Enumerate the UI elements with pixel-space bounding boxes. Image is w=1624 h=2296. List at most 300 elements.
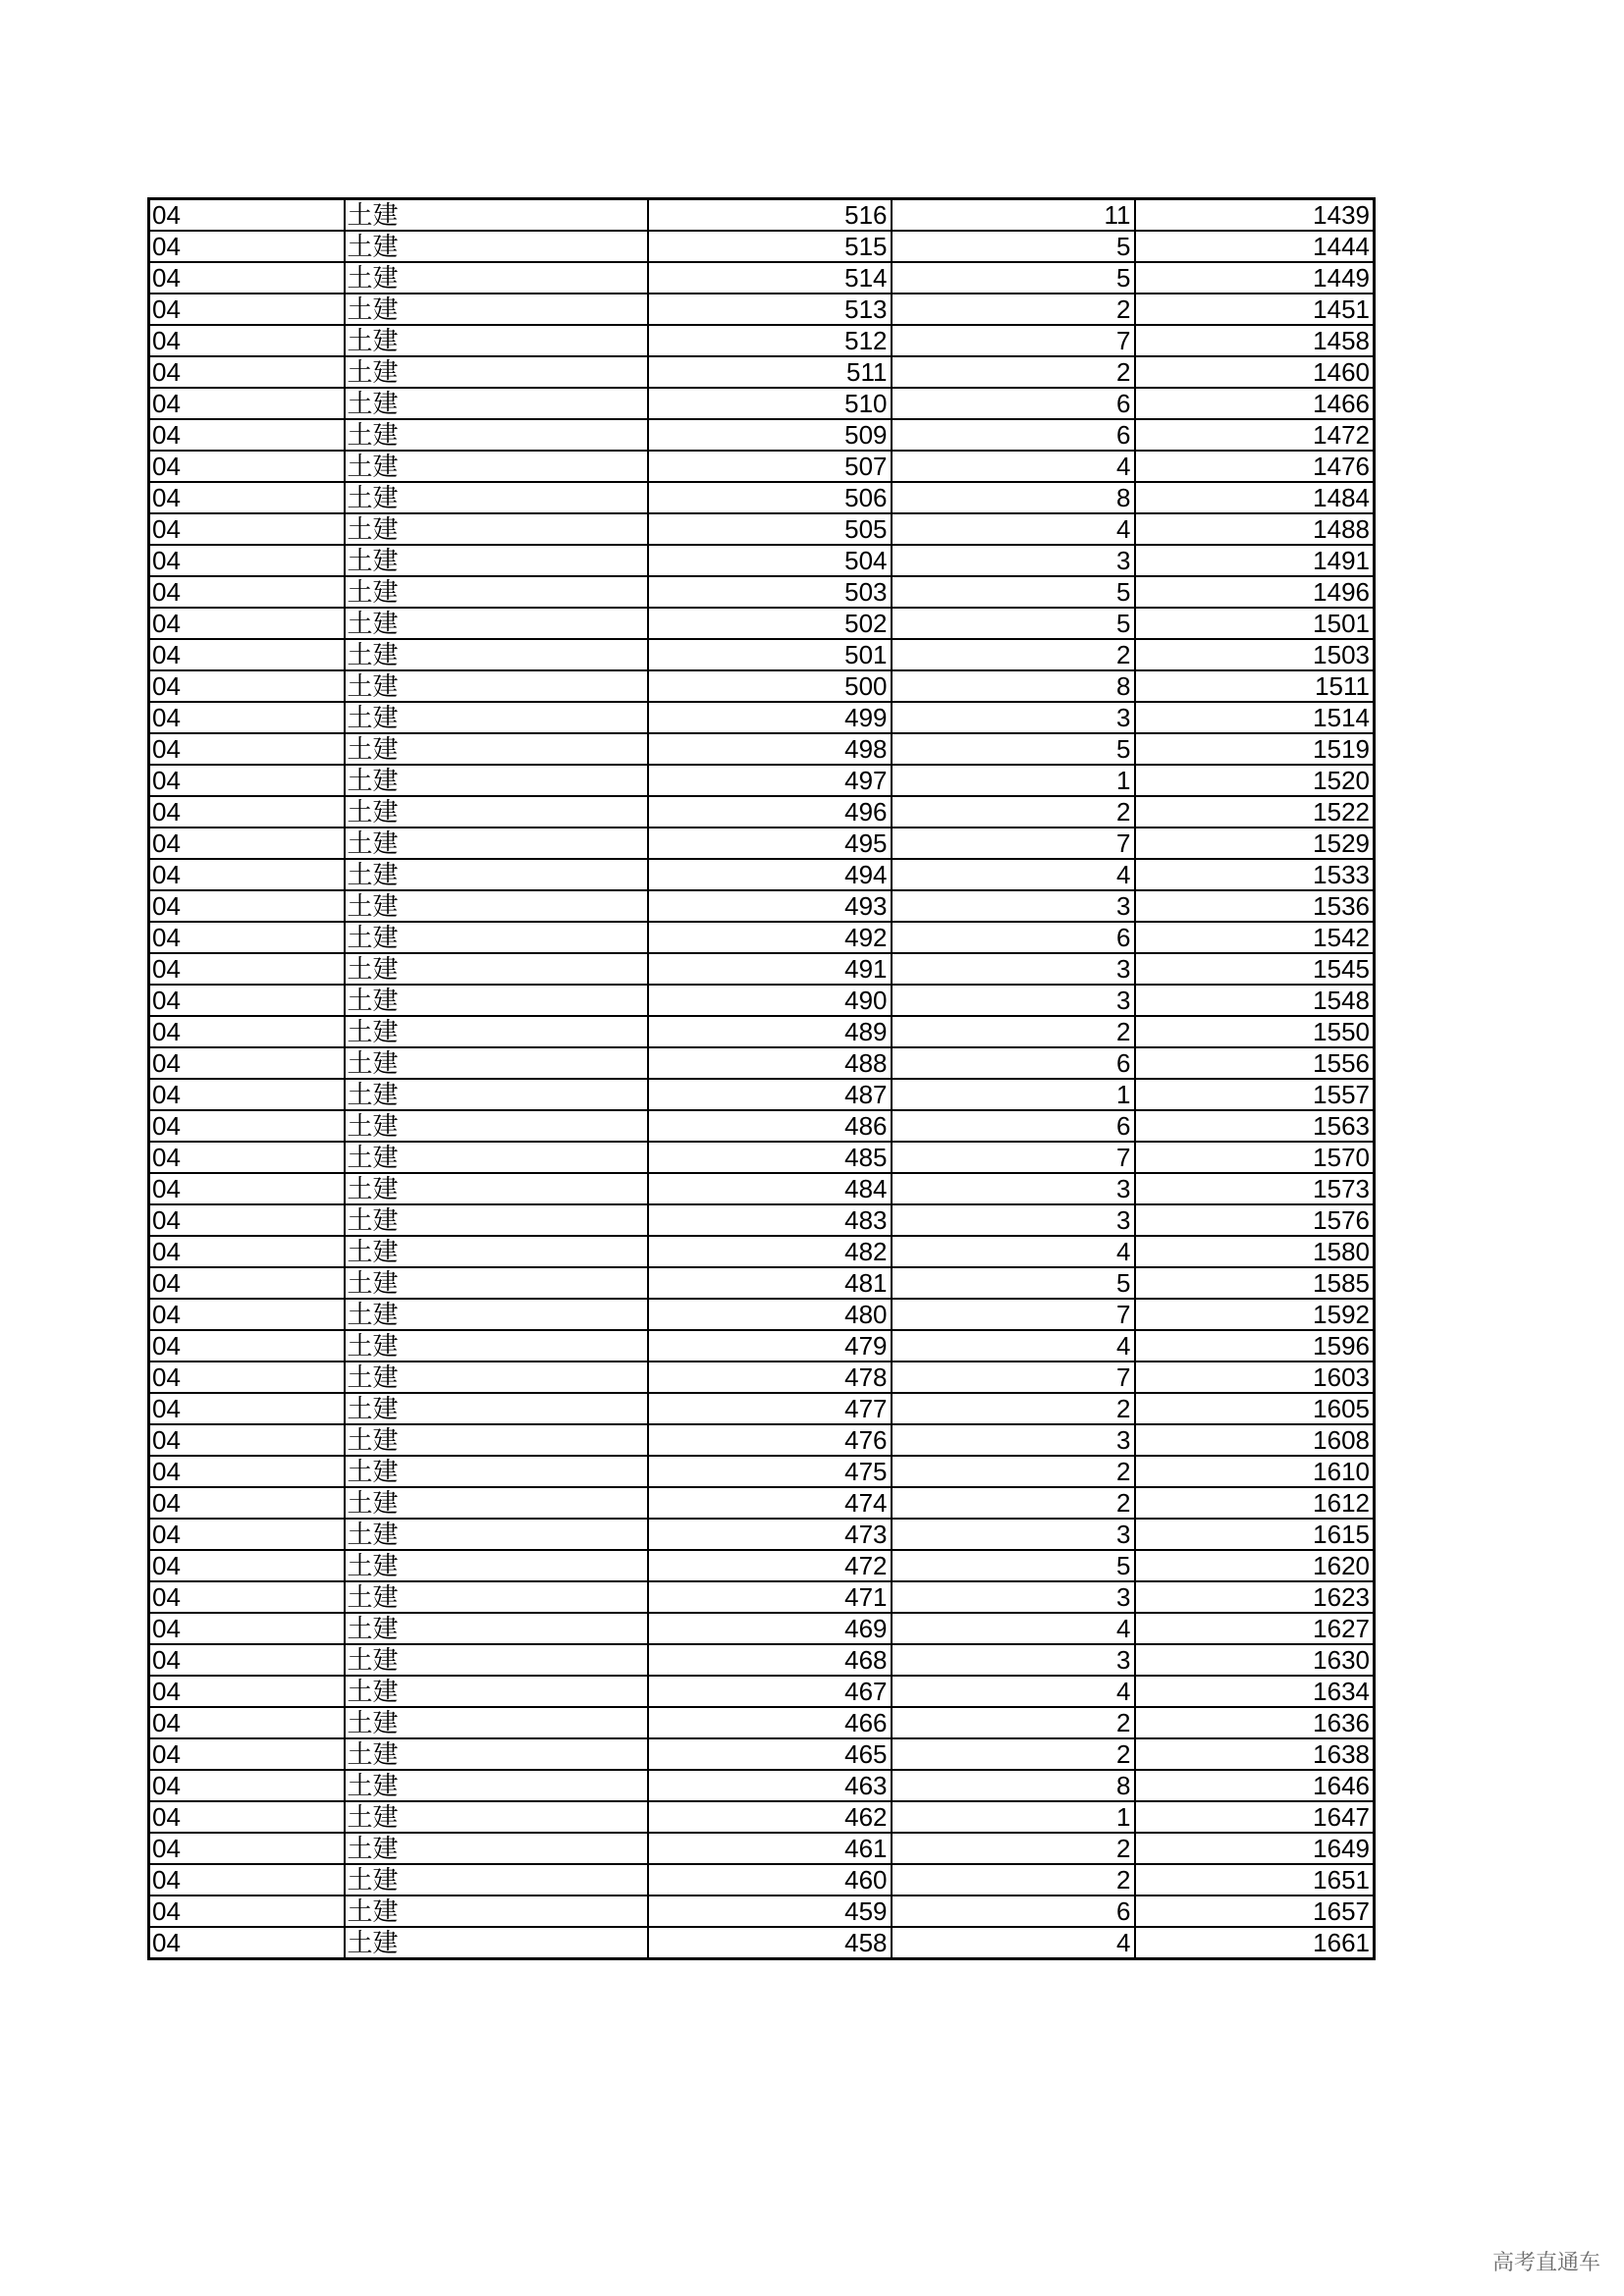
count-cell: 4	[892, 859, 1135, 890]
table-row	[149, 639, 1375, 670]
subject-cell: 土建	[345, 1393, 648, 1424]
score-cell: 504	[648, 545, 892, 576]
score-cell: 461	[648, 1833, 892, 1864]
table-row	[149, 702, 1375, 733]
subject-cell: 土建	[345, 262, 648, 294]
score-table	[147, 197, 1376, 1960]
category-code-cell: 04	[149, 576, 345, 608]
table-row	[149, 765, 1375, 796]
cumulative-cell: 1603	[1135, 1362, 1375, 1393]
cumulative-cell: 1557	[1135, 1079, 1375, 1110]
count-cell: 5	[892, 733, 1135, 765]
cumulative-cell: 1630	[1135, 1644, 1375, 1676]
score-cell: 507	[648, 451, 892, 482]
category-code-cell: 04	[149, 953, 345, 985]
category-code-cell: 04	[149, 482, 345, 513]
count-cell: 3	[892, 1424, 1135, 1456]
cumulative-cell: 1449	[1135, 262, 1375, 294]
cumulative-cell: 1647	[1135, 1801, 1375, 1833]
count-cell: 7	[892, 1142, 1135, 1173]
cumulative-cell: 1605	[1135, 1393, 1375, 1424]
cumulative-cell: 1472	[1135, 419, 1375, 451]
count-cell: 3	[892, 953, 1135, 985]
table-row	[149, 1079, 1375, 1110]
count-cell: 3	[892, 985, 1135, 1016]
category-code-cell: 04	[149, 890, 345, 922]
table-row	[149, 1770, 1375, 1801]
count-cell: 2	[892, 1864, 1135, 1896]
table-row	[149, 1801, 1375, 1833]
score-cell: 491	[648, 953, 892, 985]
count-cell: 4	[892, 1613, 1135, 1644]
category-code-cell: 04	[149, 451, 345, 482]
score-cell: 462	[648, 1801, 892, 1833]
score-cell: 503	[648, 576, 892, 608]
cumulative-cell: 1484	[1135, 482, 1375, 513]
category-code-cell: 04	[149, 1424, 345, 1456]
table-row	[149, 1110, 1375, 1142]
count-cell: 4	[892, 513, 1135, 545]
cumulative-cell: 1610	[1135, 1456, 1375, 1487]
table-row	[149, 1644, 1375, 1676]
count-cell: 2	[892, 796, 1135, 828]
cumulative-cell: 1466	[1135, 388, 1375, 419]
table-row	[149, 451, 1375, 482]
cumulative-cell: 1556	[1135, 1047, 1375, 1079]
category-code-cell: 04	[149, 1770, 345, 1801]
cumulative-cell: 1596	[1135, 1330, 1375, 1362]
cumulative-cell: 1496	[1135, 576, 1375, 608]
cumulative-cell: 1657	[1135, 1896, 1375, 1927]
category-code-cell: 04	[149, 1864, 345, 1896]
table-row	[149, 1142, 1375, 1173]
score-cell: 492	[648, 922, 892, 953]
category-code-cell: 04	[149, 1550, 345, 1581]
score-cell: 459	[648, 1896, 892, 1927]
cumulative-cell: 1488	[1135, 513, 1375, 545]
category-code-cell: 04	[149, 513, 345, 545]
category-code-cell: 04	[149, 231, 345, 262]
score-cell: 511	[648, 356, 892, 388]
category-code-cell: 04	[149, 828, 345, 859]
subject-cell: 土建	[345, 1236, 648, 1267]
score-cell: 501	[648, 639, 892, 670]
table-row	[149, 1707, 1375, 1738]
score-cell: 510	[648, 388, 892, 419]
table-row	[149, 1016, 1375, 1047]
cumulative-cell: 1522	[1135, 796, 1375, 828]
score-cell: 500	[648, 670, 892, 702]
table-row	[149, 859, 1375, 890]
score-cell: 479	[648, 1330, 892, 1362]
cumulative-cell: 1580	[1135, 1236, 1375, 1267]
table-row	[149, 985, 1375, 1016]
score-cell: 475	[648, 1456, 892, 1487]
table-row	[149, 1896, 1375, 1927]
score-cell: 480	[648, 1299, 892, 1330]
score-cell: 490	[648, 985, 892, 1016]
score-cell: 463	[648, 1770, 892, 1801]
subject-cell: 土建	[345, 1864, 648, 1896]
cumulative-cell: 1548	[1135, 985, 1375, 1016]
category-code-cell: 04	[149, 1456, 345, 1487]
score-cell: 483	[648, 1204, 892, 1236]
category-code-cell: 04	[149, 608, 345, 639]
score-cell: 506	[648, 482, 892, 513]
count-cell: 3	[892, 1581, 1135, 1613]
subject-cell: 土建	[345, 1770, 648, 1801]
table-row	[149, 231, 1375, 262]
subject-cell: 土建	[345, 545, 648, 576]
category-code-cell: 04	[149, 1676, 345, 1707]
count-cell: 7	[892, 1299, 1135, 1330]
table-row	[149, 1330, 1375, 1362]
category-code-cell: 04	[149, 1896, 345, 1927]
subject-cell: 土建	[345, 1299, 648, 1330]
category-code-cell: 04	[149, 1079, 345, 1110]
table-row	[149, 1833, 1375, 1864]
subject-cell: 土建	[345, 513, 648, 545]
category-code-cell: 04	[149, 1801, 345, 1833]
count-cell: 8	[892, 1770, 1135, 1801]
table-row	[149, 1362, 1375, 1393]
cumulative-cell: 1501	[1135, 608, 1375, 639]
table-row	[149, 1581, 1375, 1613]
cumulative-cell: 1520	[1135, 765, 1375, 796]
subject-cell: 土建	[345, 890, 648, 922]
score-cell: 469	[648, 1613, 892, 1644]
score-cell: 472	[648, 1550, 892, 1581]
cumulative-cell: 1511	[1135, 670, 1375, 702]
table-row	[149, 1550, 1375, 1581]
cumulative-cell: 1545	[1135, 953, 1375, 985]
subject-cell: 土建	[345, 1016, 648, 1047]
category-code-cell: 04	[149, 733, 345, 765]
count-cell: 3	[892, 1204, 1135, 1236]
count-cell: 6	[892, 1896, 1135, 1927]
subject-cell: 土建	[345, 1362, 648, 1393]
count-cell: 5	[892, 231, 1135, 262]
subject-cell: 土建	[345, 1613, 648, 1644]
score-cell: 516	[648, 199, 892, 232]
score-cell: 478	[648, 1362, 892, 1393]
table-row	[149, 419, 1375, 451]
score-cell: 488	[648, 1047, 892, 1079]
subject-cell: 土建	[345, 1550, 648, 1581]
score-cell: 486	[648, 1110, 892, 1142]
count-cell: 3	[892, 1519, 1135, 1550]
count-cell: 8	[892, 482, 1135, 513]
count-cell: 3	[892, 545, 1135, 576]
cumulative-cell: 1536	[1135, 890, 1375, 922]
category-code-cell: 04	[149, 262, 345, 294]
table-row	[149, 1267, 1375, 1299]
subject-cell: 土建	[345, 733, 648, 765]
count-cell: 2	[892, 1393, 1135, 1424]
table-row	[149, 1676, 1375, 1707]
table-row	[149, 545, 1375, 576]
category-code-cell: 04	[149, 1738, 345, 1770]
subject-cell: 土建	[345, 294, 648, 325]
cumulative-cell: 1514	[1135, 702, 1375, 733]
subject-cell: 土建	[345, 1833, 648, 1864]
category-code-cell: 04	[149, 1707, 345, 1738]
category-code-cell: 04	[149, 1204, 345, 1236]
category-code-cell: 04	[149, 1927, 345, 1959]
cumulative-cell: 1573	[1135, 1173, 1375, 1204]
score-cell: 476	[648, 1424, 892, 1456]
score-cell: 513	[648, 294, 892, 325]
cumulative-cell: 1627	[1135, 1613, 1375, 1644]
category-code-cell: 04	[149, 1519, 345, 1550]
count-cell: 2	[892, 639, 1135, 670]
cumulative-cell: 1550	[1135, 1016, 1375, 1047]
score-cell: 515	[648, 231, 892, 262]
table-row	[149, 890, 1375, 922]
table-row	[149, 1487, 1375, 1519]
category-code-cell: 04	[149, 1487, 345, 1519]
count-cell: 7	[892, 325, 1135, 356]
table-row	[149, 325, 1375, 356]
subject-cell: 土建	[345, 1707, 648, 1738]
category-code-cell: 04	[149, 419, 345, 451]
score-cell: 489	[648, 1016, 892, 1047]
subject-cell: 土建	[345, 702, 648, 733]
subject-cell: 土建	[345, 1581, 648, 1613]
score-cell: 512	[648, 325, 892, 356]
score-cell: 468	[648, 1644, 892, 1676]
table-row	[149, 388, 1375, 419]
subject-cell: 土建	[345, 639, 648, 670]
category-code-cell: 04	[149, 1016, 345, 1047]
table-row	[149, 513, 1375, 545]
score-cell: 498	[648, 733, 892, 765]
subject-cell: 土建	[345, 1676, 648, 1707]
subject-cell: 土建	[345, 1519, 648, 1550]
cumulative-cell: 1529	[1135, 828, 1375, 859]
subject-cell: 土建	[345, 1424, 648, 1456]
subject-cell: 土建	[345, 1456, 648, 1487]
score-cell: 494	[648, 859, 892, 890]
count-cell: 3	[892, 1644, 1135, 1676]
cumulative-cell: 1649	[1135, 1833, 1375, 1864]
table-row	[149, 1204, 1375, 1236]
category-code-cell: 04	[149, 1047, 345, 1079]
table-row	[149, 576, 1375, 608]
subject-cell: 土建	[345, 1173, 648, 1204]
count-cell: 2	[892, 1016, 1135, 1047]
score-cell: 485	[648, 1142, 892, 1173]
score-cell: 499	[648, 702, 892, 733]
subject-cell: 土建	[345, 1204, 648, 1236]
score-cell: 460	[648, 1864, 892, 1896]
cumulative-cell: 1661	[1135, 1927, 1375, 1959]
count-cell: 5	[892, 1267, 1135, 1299]
score-cell: 496	[648, 796, 892, 828]
score-cell: 502	[648, 608, 892, 639]
count-cell: 4	[892, 1927, 1135, 1959]
category-code-cell: 04	[149, 356, 345, 388]
table-row	[149, 1738, 1375, 1770]
count-cell: 5	[892, 576, 1135, 608]
category-code-cell: 04	[149, 1393, 345, 1424]
subject-cell: 土建	[345, 1738, 648, 1770]
count-cell: 6	[892, 1110, 1135, 1142]
table-row	[149, 796, 1375, 828]
cumulative-cell: 1458	[1135, 325, 1375, 356]
category-code-cell: 04	[149, 1644, 345, 1676]
count-cell: 2	[892, 1833, 1135, 1864]
table-row	[149, 199, 1375, 232]
count-cell: 6	[892, 388, 1135, 419]
subject-cell: 土建	[345, 1801, 648, 1833]
subject-cell: 土建	[345, 451, 648, 482]
category-code-cell: 04	[149, 1236, 345, 1267]
category-code-cell: 04	[149, 985, 345, 1016]
cumulative-cell: 1570	[1135, 1142, 1375, 1173]
count-cell: 11	[892, 199, 1135, 232]
count-cell: 4	[892, 1676, 1135, 1707]
subject-cell: 土建	[345, 325, 648, 356]
cumulative-cell: 1519	[1135, 733, 1375, 765]
table-row	[149, 1236, 1375, 1267]
count-cell: 3	[892, 1173, 1135, 1204]
count-cell: 3	[892, 890, 1135, 922]
subject-cell: 土建	[345, 1487, 648, 1519]
watermark-text: 高考直通车	[1491, 2251, 1600, 2275]
category-code-cell: 04	[149, 796, 345, 828]
subject-cell: 土建	[345, 1267, 648, 1299]
table-row	[149, 262, 1375, 294]
subject-cell: 土建	[345, 796, 648, 828]
subject-cell: 土建	[345, 765, 648, 796]
category-code-cell: 04	[149, 1833, 345, 1864]
cumulative-cell: 1646	[1135, 1770, 1375, 1801]
table-row	[149, 1299, 1375, 1330]
category-code-cell: 04	[149, 1110, 345, 1142]
subject-cell: 土建	[345, 576, 648, 608]
subject-cell: 土建	[345, 608, 648, 639]
table-row	[149, 733, 1375, 765]
count-cell: 1	[892, 765, 1135, 796]
table-body	[149, 199, 1375, 1959]
category-code-cell: 04	[149, 545, 345, 576]
table-row	[149, 294, 1375, 325]
score-cell: 487	[648, 1079, 892, 1110]
subject-cell: 土建	[345, 482, 648, 513]
count-cell: 4	[892, 1236, 1135, 1267]
cumulative-cell: 1638	[1135, 1738, 1375, 1770]
count-cell: 6	[892, 1047, 1135, 1079]
subject-cell: 土建	[345, 953, 648, 985]
category-code-cell: 04	[149, 1613, 345, 1644]
score-cell: 497	[648, 765, 892, 796]
table-row	[149, 608, 1375, 639]
count-cell: 5	[892, 608, 1135, 639]
category-code-cell: 04	[149, 670, 345, 702]
table-row	[149, 828, 1375, 859]
subject-cell: 土建	[345, 828, 648, 859]
cumulative-cell: 1612	[1135, 1487, 1375, 1519]
category-code-cell: 04	[149, 294, 345, 325]
score-cell: 514	[648, 262, 892, 294]
score-cell: 495	[648, 828, 892, 859]
subject-cell: 土建	[345, 419, 648, 451]
score-cell: 467	[648, 1676, 892, 1707]
cumulative-cell: 1503	[1135, 639, 1375, 670]
count-cell: 3	[892, 702, 1135, 733]
cumulative-cell: 1623	[1135, 1581, 1375, 1613]
table-row	[149, 1864, 1375, 1896]
cumulative-cell: 1651	[1135, 1864, 1375, 1896]
subject-cell: 土建	[345, 1047, 648, 1079]
subject-cell: 土建	[345, 1330, 648, 1362]
cumulative-cell: 1620	[1135, 1550, 1375, 1581]
count-cell: 7	[892, 828, 1135, 859]
cumulative-cell: 1576	[1135, 1204, 1375, 1236]
score-cell: 473	[648, 1519, 892, 1550]
score-cell: 474	[648, 1487, 892, 1519]
category-code-cell: 04	[149, 1581, 345, 1613]
category-code-cell: 04	[149, 702, 345, 733]
cumulative-cell: 1476	[1135, 451, 1375, 482]
count-cell: 4	[892, 451, 1135, 482]
cumulative-cell: 1563	[1135, 1110, 1375, 1142]
subject-cell: 土建	[345, 1927, 648, 1959]
score-cell: 484	[648, 1173, 892, 1204]
table-row	[149, 1519, 1375, 1550]
score-cell: 465	[648, 1738, 892, 1770]
count-cell: 2	[892, 1487, 1135, 1519]
count-cell: 8	[892, 670, 1135, 702]
subject-cell: 土建	[345, 985, 648, 1016]
score-cell: 505	[648, 513, 892, 545]
category-code-cell: 04	[149, 1267, 345, 1299]
category-code-cell: 04	[149, 388, 345, 419]
category-code-cell: 04	[149, 639, 345, 670]
count-cell: 2	[892, 1456, 1135, 1487]
category-code-cell: 04	[149, 859, 345, 890]
table-row	[149, 953, 1375, 985]
count-cell: 2	[892, 294, 1135, 325]
table-row	[149, 1927, 1375, 1959]
count-cell: 6	[892, 922, 1135, 953]
cumulative-cell: 1636	[1135, 1707, 1375, 1738]
category-code-cell: 04	[149, 765, 345, 796]
subject-cell: 土建	[345, 388, 648, 419]
cumulative-cell: 1608	[1135, 1424, 1375, 1456]
table-row	[149, 1047, 1375, 1079]
count-cell: 1	[892, 1801, 1135, 1833]
cumulative-cell: 1451	[1135, 294, 1375, 325]
category-code-cell: 04	[149, 199, 345, 232]
subject-cell: 土建	[345, 199, 648, 232]
score-cell: 458	[648, 1927, 892, 1959]
count-cell: 5	[892, 1550, 1135, 1581]
subject-cell: 土建	[345, 1644, 648, 1676]
score-cell: 482	[648, 1236, 892, 1267]
cumulative-cell: 1533	[1135, 859, 1375, 890]
cumulative-cell: 1634	[1135, 1676, 1375, 1707]
cumulative-cell: 1491	[1135, 545, 1375, 576]
table-row	[149, 1456, 1375, 1487]
count-cell: 2	[892, 1707, 1135, 1738]
category-code-cell: 04	[149, 325, 345, 356]
category-code-cell: 04	[149, 1142, 345, 1173]
table-row	[149, 1424, 1375, 1456]
category-code-cell: 04	[149, 1299, 345, 1330]
count-cell: 6	[892, 419, 1135, 451]
